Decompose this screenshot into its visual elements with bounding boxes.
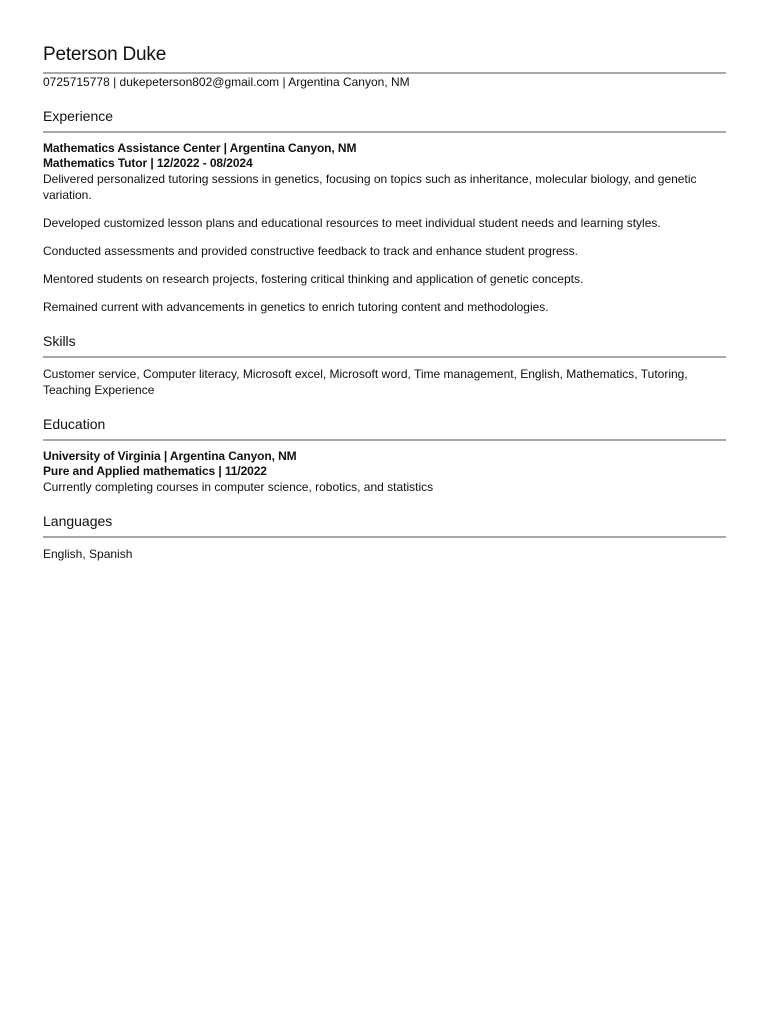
experience-org-line: Mathematics Assistance Center | Argentina Canyon, NM: [43, 141, 357, 155]
languages-section: [43, 512, 726, 562]
experience-bullet: Mentored students on research projects, fostering critical thinking and application of genetic concepts.: [43, 272, 584, 286]
experience-bullet: Developed customized lesson plans and educational resources to meet individual student needs and learning styles.: [43, 216, 661, 230]
education-degree-line: Pure and Applied mathematics | 11/2022: [43, 464, 267, 478]
skills-heading: Skills: [43, 333, 76, 349]
candidate-name: Peterson Duke: [43, 44, 167, 65]
education-note: Currently completing courses in computer science, robotics, and statistics: [43, 480, 434, 494]
skills-section: [43, 332, 726, 398]
experience-bullet: Delivered personalized tutoring sessions in genetics, focusing on topics such as inheritance, molecular biology, and genetic variation.: [43, 172, 697, 202]
experience-section: [43, 107, 726, 315]
skills-list: Customer service, Computer literacy, Microsoft excel, Microsoft word, Time management, English, Mathematics, Tutoring, Teaching Experience: [43, 367, 688, 397]
education-entry: [43, 449, 726, 495]
languages-heading: Languages: [43, 513, 113, 529]
skills-divider: [43, 356, 726, 358]
experience-bullet: Conducted assessments and provided constructive feedback to track and enhance student progress.: [43, 244, 578, 258]
education-section: [43, 415, 726, 495]
languages-list: English, Spanish: [43, 547, 133, 561]
education-org-line: University of Virginia | Argentina Canyon, NM: [43, 449, 297, 463]
experience-entry: [43, 141, 726, 315]
experience-role-line: Mathematics Tutor | 12/2022 - 08/2024: [43, 156, 253, 170]
education-divider: [43, 439, 726, 441]
experience-heading: Experience: [43, 108, 114, 124]
languages-divider: [43, 536, 726, 538]
experience-bullet: Remained current with advancements in genetics to enrich tutoring content and methodologies.: [43, 300, 549, 314]
experience-divider: [43, 131, 726, 133]
contact-line: 0725715778 | dukepeterson802@gmail.com | Argentina Canyon, NM: [43, 75, 410, 89]
education-heading: Education: [43, 416, 106, 432]
header-divider: [43, 72, 726, 74]
